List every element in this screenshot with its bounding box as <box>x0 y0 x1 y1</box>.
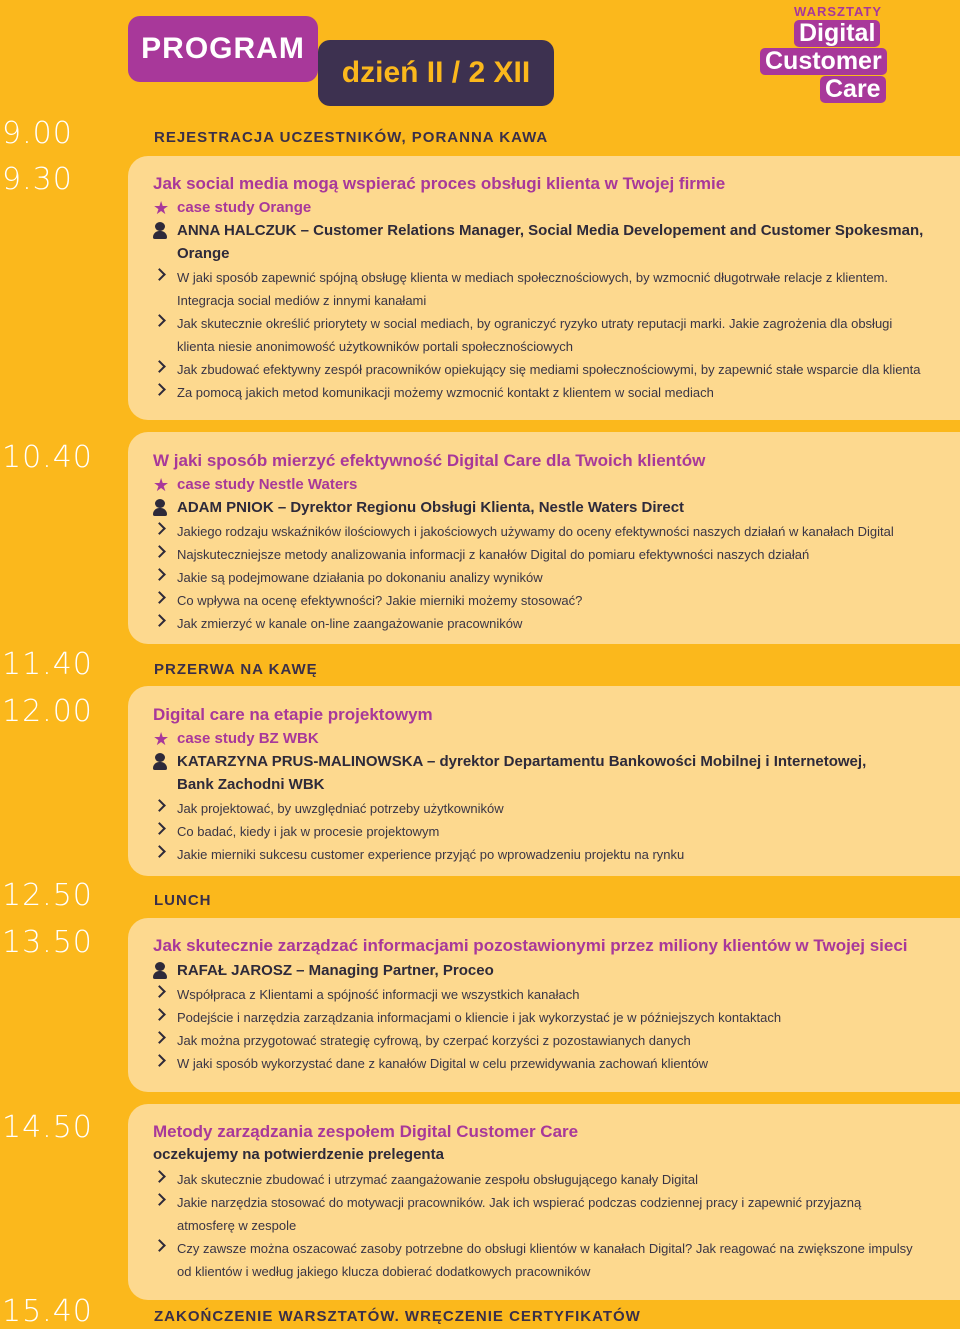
topic-text: Za pomocą jakich metod komunikacji możemy wzmocnić kontakt z klientem w social mediach <box>177 385 714 400</box>
topic-item <box>153 566 543 589</box>
topic-item <box>153 843 684 866</box>
chevron-right-icon <box>153 1006 177 1024</box>
topic-text: Jakie mierniki sukcesu customer experience przyjąć po wprowadzeniu projektu na rynku <box>177 847 685 862</box>
time-label: 14.50 <box>2 1110 93 1145</box>
topic-text: Jak skutecznie zbudować i utrzymać zaangażowanie zespołu obsługującego kanały Digital <box>177 1172 699 1187</box>
logo-line-2: Customer <box>760 48 887 75</box>
topic-item <box>153 1006 781 1029</box>
topic-text: W jaki sposób zapewnić spójną obsługę klienta w mediach społecznościowych, by wzmocnić długotrwałe relacje z klientem. <box>177 270 889 285</box>
chevron-right-icon <box>153 797 177 815</box>
speaker-name: ADAM PNIOK – Dyrektor Regionu Obsługi Klienta, Nestle Waters Direct <box>177 499 685 516</box>
time-label: 10.40 <box>2 440 93 475</box>
lunch-item: LUNCH <box>154 892 212 909</box>
star-icon: ★ <box>153 475 170 495</box>
star-icon: ★ <box>153 198 170 218</box>
person-icon <box>153 962 177 980</box>
speaker-line-1: ANNA HALCZUK – Customer Relations Manager, Social Media Developement and Customer Spokesman, <box>177 222 924 239</box>
star-icon: ★ <box>153 729 170 749</box>
topic-text: Współpraca z Klientami a spójność informacji we wszystkich kanałach <box>177 987 580 1002</box>
topic-text-cont: klienta niesie anonimowość użytkowników portali społecznościowych <box>177 339 573 354</box>
topic-item <box>153 1237 913 1283</box>
chevron-right-icon <box>153 1168 177 1186</box>
chevron-right-icon <box>153 1237 177 1255</box>
chevron-right-icon <box>153 312 177 330</box>
person-icon <box>153 753 177 771</box>
topic-item <box>153 612 522 635</box>
chevron-right-icon <box>153 612 177 630</box>
chevron-right-icon <box>153 266 177 284</box>
topic-text: Jak można przygotować strategię cyfrową, by czerpać korzyści z pozostawianych danych <box>177 1033 691 1048</box>
speaker-line-2: Bank Zachodni WBK <box>177 776 325 793</box>
topic-item <box>153 1191 861 1237</box>
topic-item <box>153 312 892 358</box>
chevron-right-icon <box>153 566 177 584</box>
case-study-row <box>153 199 311 217</box>
speaker-row <box>153 750 866 796</box>
case-study-label: case study BZ WBK <box>177 730 319 747</box>
chevron-right-icon <box>153 820 177 838</box>
case-study-label: case study Nestle Waters <box>177 476 358 493</box>
speaker-name: RAFAŁ JAROSZ – Managing Partner, Proceo <box>177 962 494 979</box>
topic-item <box>153 1168 698 1191</box>
topic-item <box>153 520 894 543</box>
session-card <box>128 432 960 644</box>
topic-item <box>153 543 809 566</box>
chevron-right-icon <box>153 381 177 399</box>
chevron-right-icon <box>153 843 177 861</box>
topic-text: Jakiego rodzaju wskaźników ilościowych i jakościowych używamy do oceny efektywności naszych działań w kanałach Digital <box>177 524 894 539</box>
chevron-right-icon <box>153 543 177 561</box>
session-title: Jak skutecznie zarządzać informacjami pozostawionymi przez miliony klientów w Twojej sieci <box>153 936 908 955</box>
person-icon <box>153 222 177 240</box>
topic-item <box>153 589 582 612</box>
topic-text: Jak projektować, by uwzględniać potrzeby użytkowników <box>177 801 504 816</box>
chevron-right-icon <box>153 520 177 538</box>
time-label: 11.40 <box>2 647 93 682</box>
chevron-right-icon <box>153 1052 177 1070</box>
case-study-row <box>153 476 357 494</box>
speaker-row <box>153 496 684 519</box>
logo-top-text: WARSZTATY <box>794 4 882 19</box>
speaker-row <box>153 959 494 982</box>
topic-item <box>153 797 504 820</box>
case-study-label: case study Orange <box>177 199 312 216</box>
topic-text: Czy zawsze można oszacować zasoby potrzebne do obsługi klientów w kanałach Digital? Jak reagować na zwiększone impulsy <box>177 1241 913 1256</box>
topic-item <box>153 983 579 1006</box>
closing-item: ZAKOŃCZENIE WARSZTATÓW. WRĘCZENIE CERTYFIKATÓW <box>154 1308 641 1325</box>
session-title: W jaki sposób mierzyć efektywność Digital Care dla Twoich klientów <box>153 451 706 470</box>
topic-text: Jak skutecznie określić priorytety w social mediach, by ograniczyć ryzyko utraty reputacji marki. Jakie zagrożenia dla obsługi <box>177 316 893 331</box>
speaker-line-1: KATARZYNA PRUS-MALINOWSKA – dyrektor Departamentu Bankowości Mobilnej i Internetowej, <box>177 753 867 770</box>
topic-text: Jak zmierzyć w kanale on-line zaangażowanie pracowników <box>177 616 523 631</box>
topic-item <box>153 820 439 843</box>
topic-text-cont: Integracja social mediów z innymi kanałami <box>177 293 427 308</box>
topic-text: Co wpływa na ocenę efektywności? Jakie mierniki możemy stosować? <box>177 593 583 608</box>
topic-text: Najskuteczniejsze metody analizowania informacji z kanałów Digital do pomiaru efektywności naszych działań <box>177 547 810 562</box>
day-badge: dzień II / 2 XII <box>318 40 554 106</box>
person-icon <box>153 499 177 517</box>
topic-item <box>153 1052 708 1075</box>
topic-item <box>153 266 888 312</box>
session-title: Digital care na etapie projektowym <box>153 705 433 724</box>
topic-text: Jak zbudować efektywny zespół pracowników opiekujący się mediami społecznościowymi, by zapewnić stałe wsparcie dla klienta <box>177 362 921 377</box>
time-label: 9.00 <box>2 116 73 151</box>
topic-text-cont: od klientów i według jakiego klucza dobierać dodatkowych pracowników <box>177 1264 591 1279</box>
speaker-line-2: Orange <box>177 245 230 262</box>
chevron-right-icon <box>153 358 177 376</box>
session-card <box>128 686 960 876</box>
break-item: PRZERWA NA KAWĘ <box>154 661 318 678</box>
speaker-name <box>177 219 923 265</box>
topic-text: Jakie są podejmowane działania po dokonaniu analizy wyników <box>177 570 543 585</box>
chevron-right-icon <box>153 983 177 1001</box>
session-title: Metody zarządzania zespołem Digital Customer Care <box>153 1122 579 1141</box>
program-badge: PROGRAM <box>128 16 318 82</box>
topic-text: Co badać, kiedy i jak w procesie projektowym <box>177 824 440 839</box>
chevron-right-icon <box>153 589 177 607</box>
topic-text: Jakie narzędzia stosować do motywacji pracowników. Jak ich wspierać podczas codziennej pracy i zapewnić przyjazną <box>177 1195 862 1210</box>
topic-text: W jaki sposób wykorzystać dane z kanałów Digital w celu przewidywania zachowań klientów <box>177 1056 709 1071</box>
topic-item <box>153 381 714 404</box>
speaker-name <box>177 750 866 796</box>
topic-text: Podejście i narzędzia zarządzania informacjami o kliencie i jak wykorzystać je w późniejszych kontaktach <box>177 1010 782 1025</box>
chevron-right-icon <box>153 1191 177 1209</box>
chevron-right-icon <box>153 1029 177 1047</box>
topic-text-cont: atmosferę w zespole <box>177 1218 297 1233</box>
speaker-row <box>153 219 923 265</box>
session-card <box>128 156 960 420</box>
time-label: 13.50 <box>2 925 93 960</box>
session-card <box>128 918 960 1092</box>
topic-item <box>153 358 921 381</box>
case-study-row <box>153 730 319 748</box>
logo-line-3: Care <box>820 76 886 103</box>
event-logo <box>758 4 888 108</box>
time-label: 9.30 <box>2 162 73 197</box>
time-label: 15.40 <box>2 1294 93 1329</box>
time-label: 12.00 <box>2 694 93 729</box>
session-title: Jak social media mogą wspierać proces obsługi klienta w Twojej firmie <box>153 174 726 193</box>
speaker-pending-note: oczekujemy na potwierdzenie prelegenta <box>153 1146 444 1163</box>
logo-line-1: Digital <box>794 20 880 47</box>
time-label: 12.50 <box>2 878 93 913</box>
registration-item: REJESTRACJA UCZESTNIKÓW, PORANNA KAWA <box>154 129 549 146</box>
session-card <box>128 1104 960 1300</box>
topic-item <box>153 1029 691 1052</box>
